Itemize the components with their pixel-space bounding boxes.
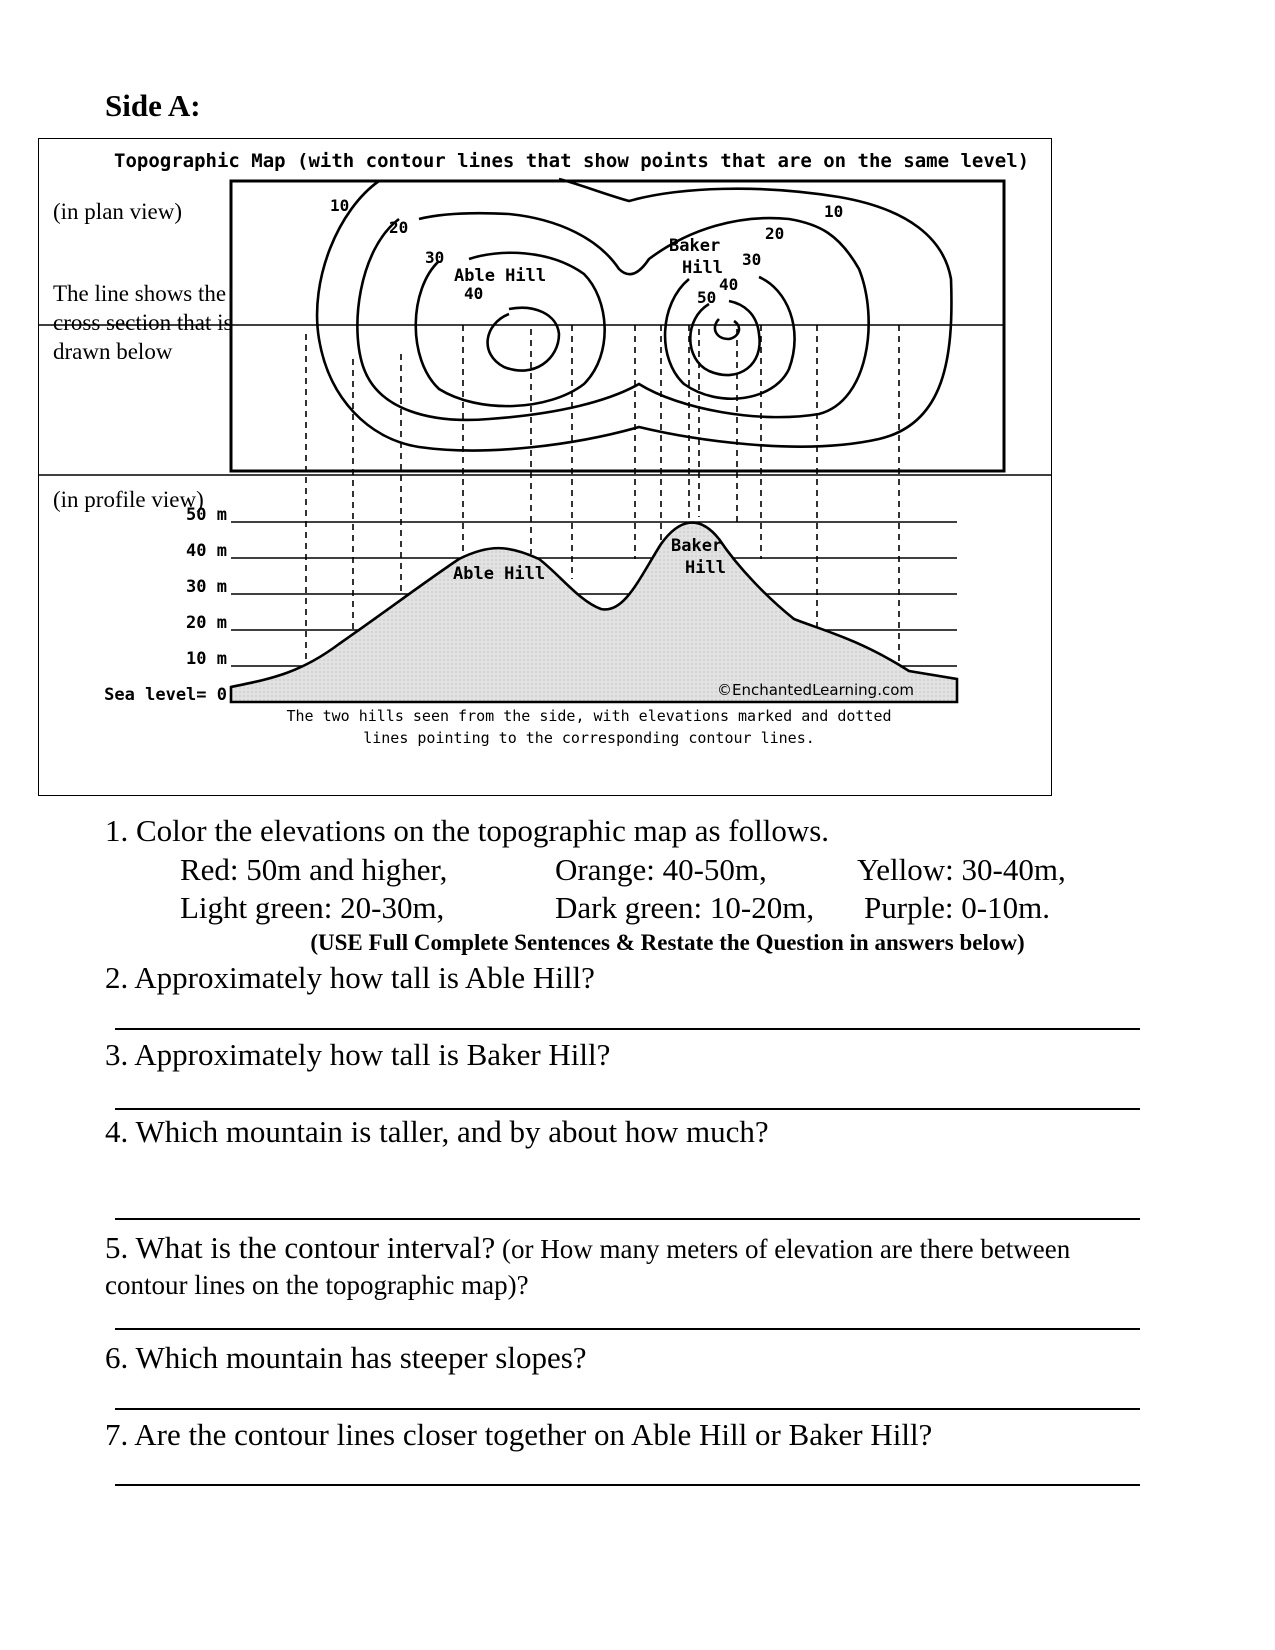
question-2: 2. Approximately how tall is Able Hill?	[105, 960, 595, 995]
legend-purple: Purple: 0-10m.	[864, 890, 1050, 925]
map-baker-label-line1: Baker	[669, 236, 721, 256]
question-5	[105, 1230, 1070, 1266]
legend-dark-green: Dark green: 10-20m,	[555, 890, 815, 925]
question-7: 7. Are the contour lines closer together on Able Hill or Baker Hill?	[105, 1417, 933, 1452]
elevation-label-20: 20 m	[186, 613, 227, 633]
elevation-label-30: 30 m	[186, 577, 227, 597]
contour-10	[317, 179, 951, 450]
cross-section-note	[53, 279, 233, 366]
cross-section-note-line-1: The line shows the	[53, 281, 227, 306]
contour-50-right	[715, 319, 739, 339]
question-5-paren: (or How many meters of elevation are there between	[495, 1234, 1071, 1264]
cross-section-note-line-3: drawn below	[53, 339, 173, 364]
contour-lines	[317, 179, 951, 450]
elevation-label-sea-level: Sea level= 0	[104, 685, 227, 705]
question-5-main: 5. What is the contour interval?	[105, 1230, 496, 1265]
topographic-figure	[38, 138, 1052, 796]
topographic-figure-svg	[39, 139, 1051, 795]
map-baker-label-line2: Hill	[682, 258, 723, 278]
contour-label-10-left: 10	[330, 196, 350, 215]
contour-label-10-right: 10	[824, 202, 844, 221]
credit: ©EnchantedLearning.com	[717, 681, 914, 699]
elevation-label-40: 40 m	[186, 541, 227, 561]
cross-section-note-line-2: cross section that is	[53, 310, 233, 335]
answer-line-7[interactable]	[115, 1484, 1140, 1486]
answer-line-3[interactable]	[115, 1108, 1140, 1110]
contour-label-50-right: 50	[697, 288, 717, 307]
contour-label-20-right: 20	[765, 224, 785, 243]
answer-line-5[interactable]	[115, 1328, 1140, 1330]
map-able-hill-label: Able Hill	[454, 266, 547, 286]
answer-instruction: (USE Full Complete Sentences & Restate the Question in answers below)	[310, 930, 1025, 955]
question-6: 6. Which mountain has steeper slopes?	[105, 1340, 587, 1375]
question-5-continued: contour lines on the topographic map)?	[105, 1270, 529, 1300]
figure-header: Topographic Map (with contour lines that show points that are on the same level)	[114, 150, 1030, 172]
elevation-labels	[104, 505, 227, 705]
contour-label-20-left: 20	[389, 218, 409, 237]
legend-red: Red: 50m and higher,	[180, 852, 448, 887]
side-title: Side A:	[105, 88, 201, 123]
plan-view-label: (in plan view)	[53, 199, 183, 224]
legend-light-green: Light green: 20-30m,	[180, 890, 445, 925]
caption-line-1: The two hills seen from the side, with elevations marked and dotted	[286, 707, 892, 725]
contour-label-40-right: 40	[719, 275, 739, 294]
plan-view-frame	[231, 181, 1004, 471]
elevation-label-10: 10 m	[186, 649, 227, 669]
profile-baker-label-line1: Baker	[671, 536, 723, 556]
answer-line-2[interactable]	[115, 1028, 1140, 1030]
question-1: 1. Color the elevations on the topographic map as follows.	[105, 813, 830, 848]
contour-40-left	[488, 308, 559, 371]
legend-orange: Orange: 40-50m,	[555, 852, 767, 887]
profile-baker-label-line2: Hill	[685, 558, 726, 578]
elevation-label-50: 50 m	[186, 505, 227, 525]
answer-line-4[interactable]	[115, 1218, 1140, 1220]
profile-view-label: (in profile view)	[53, 487, 204, 512]
contour-number-labels	[330, 196, 843, 307]
contour-label-40-left: 40	[464, 284, 484, 303]
question-4: 4. Which mountain is taller, and by about how much?	[105, 1114, 769, 1149]
legend-yellow: Yellow: 30-40m,	[857, 852, 1066, 887]
answer-line-6[interactable]	[115, 1408, 1140, 1410]
hill-profile	[231, 523, 957, 702]
contour-label-30-left: 30	[425, 248, 445, 267]
caption-line-2: lines pointing to the corresponding contour lines.	[363, 729, 815, 747]
contour-label-30-right: 30	[742, 250, 762, 269]
question-3: 3. Approximately how tall is Baker Hill?	[105, 1037, 611, 1072]
profile-able-hill-label: Able Hill	[453, 564, 546, 584]
